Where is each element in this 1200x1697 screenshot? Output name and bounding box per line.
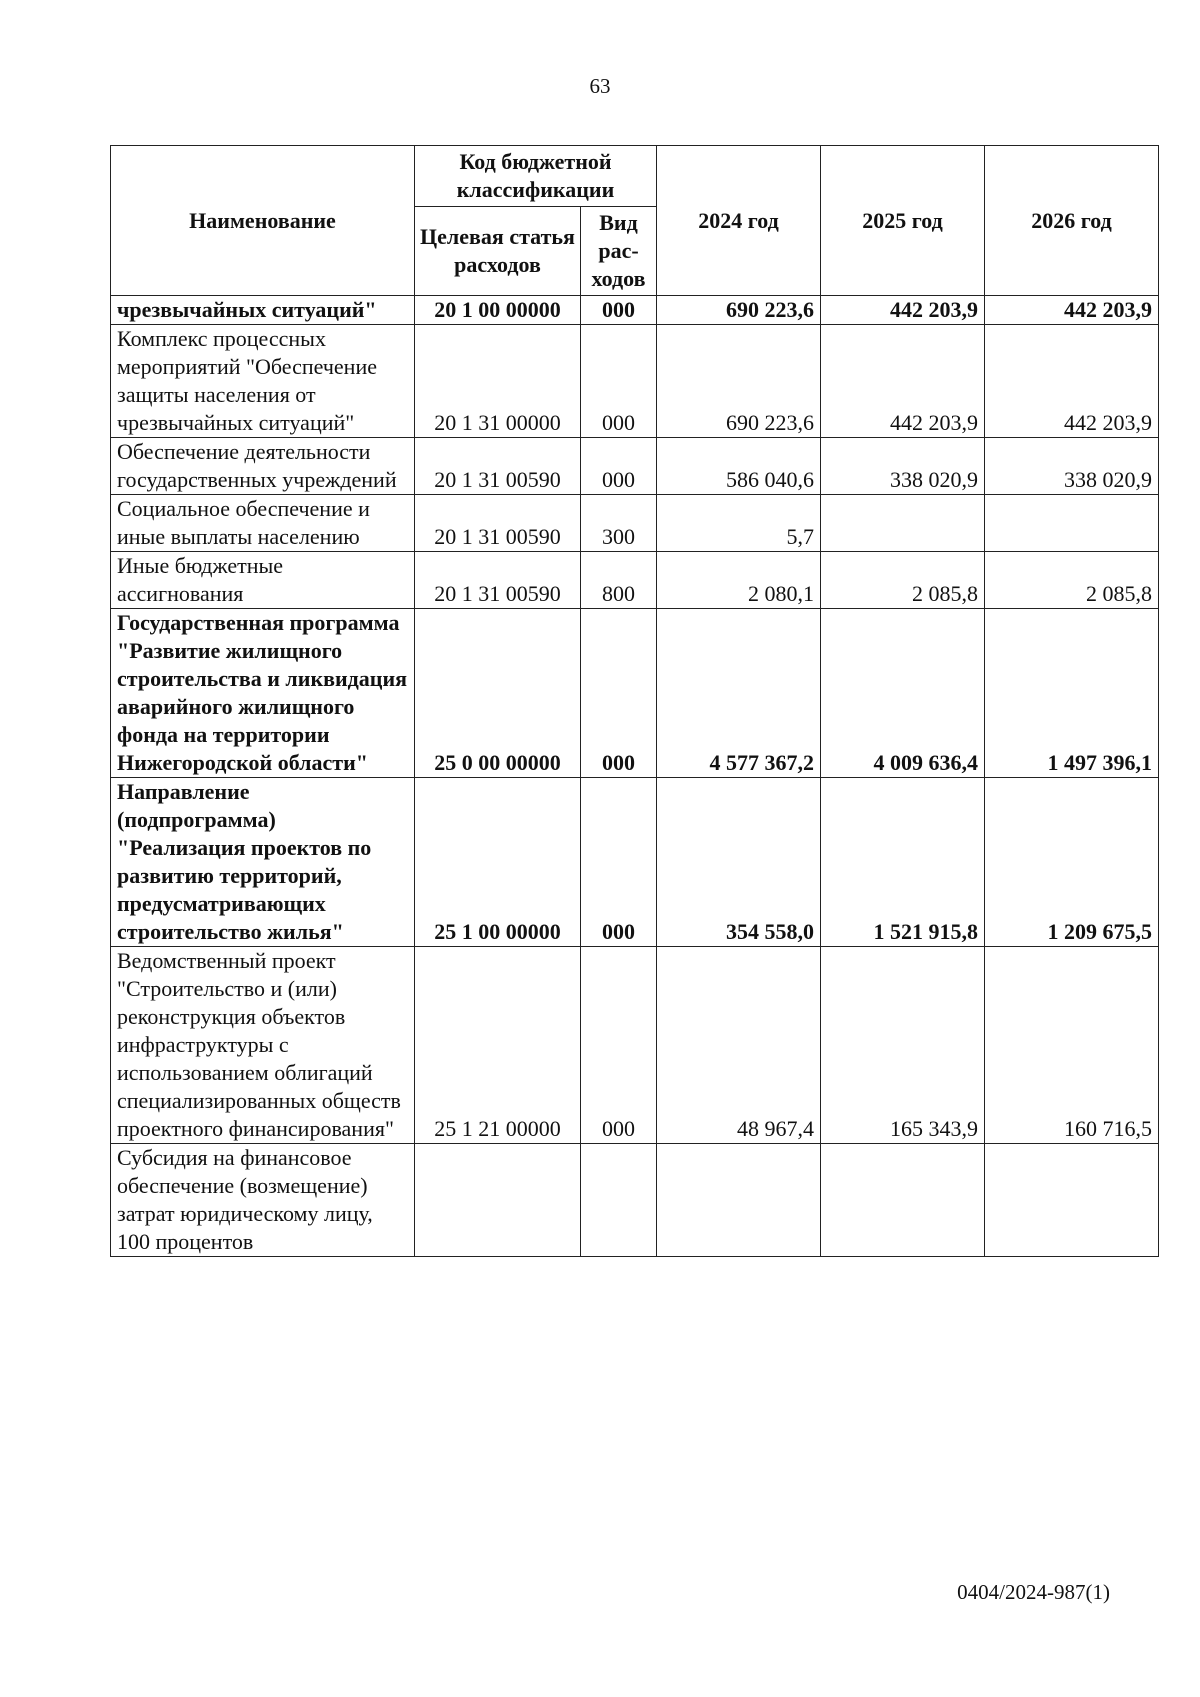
row-value-2025 [821, 495, 985, 552]
row-value-2026: 442 203,9 [985, 296, 1159, 325]
row-value-2025: 442 203,9 [821, 325, 985, 438]
row-value-2024: 5,7 [657, 495, 821, 552]
row-name: Иные бюджетные ассигнования [111, 552, 415, 609]
row-expense-kind: 000 [581, 947, 657, 1144]
row-target-article: 20 1 31 00000 [415, 325, 581, 438]
row-name: чрезвычайных ситуаций" [111, 296, 415, 325]
document-code: 0404/2024-987(1) [957, 1580, 1110, 1604]
row-value-2024: 2 080,1 [657, 552, 821, 609]
header-expense-kind: Вид рас-ходов [581, 207, 657, 296]
table-row [111, 947, 1159, 1144]
table-row [111, 552, 1159, 609]
table-row [111, 438, 1159, 495]
row-target-article: 20 1 31 00590 [415, 438, 581, 495]
row-target-article: 25 1 21 00000 [415, 947, 581, 1144]
row-value-2026 [985, 1144, 1159, 1257]
row-name: Направление (подпрограмма) "Реализация проектов по развитию территорий, предусматривающих строительство жилья" [111, 778, 415, 947]
row-target-article: 25 1 00 00000 [415, 778, 581, 947]
row-target-article: 20 1 00 00000 [415, 296, 581, 325]
table-body [111, 296, 1159, 1257]
row-name: Ведомственный проект "Строительство и (или) реконструкция объектов инфраструктуры с использованием облигаций специализированных обществ проектного финансирования" [111, 947, 415, 1144]
row-value-2024: 354 558,0 [657, 778, 821, 947]
row-value-2026: 160 716,5 [985, 947, 1159, 1144]
row-target-article: 25 0 00 00000 [415, 609, 581, 778]
row-value-2025: 442 203,9 [821, 296, 985, 325]
row-target-article [415, 1144, 581, 1257]
header-name: Наименование [111, 146, 415, 296]
table-header [111, 146, 1159, 296]
row-name: Субсидия на финансовое обеспечение (возмещение) затрат юридическому лицу, 100 процентов [111, 1144, 415, 1257]
row-target-article: 20 1 31 00590 [415, 495, 581, 552]
row-value-2025: 1 521 915,8 [821, 778, 985, 947]
row-expense-kind: 800 [581, 552, 657, 609]
header-2024: 2024 год [657, 146, 821, 296]
row-expense-kind: 000 [581, 609, 657, 778]
row-expense-kind: 000 [581, 325, 657, 438]
table-row [111, 495, 1159, 552]
table-row [111, 325, 1159, 438]
row-expense-kind: 000 [581, 296, 657, 325]
table-row [111, 296, 1159, 325]
row-value-2025: 165 343,9 [821, 947, 985, 1144]
header-2026: 2026 год [985, 146, 1159, 296]
row-value-2026: 442 203,9 [985, 325, 1159, 438]
table-row [111, 609, 1159, 778]
row-name: Государственная программа "Развитие жилищного строительства и ликвидация аварийного жилищного фонда на территории Нижегородской области" [111, 609, 415, 778]
row-value-2026: 2 085,8 [985, 552, 1159, 609]
row-expense-kind [581, 1144, 657, 1257]
row-expense-kind: 000 [581, 438, 657, 495]
row-target-article: 20 1 31 00590 [415, 552, 581, 609]
table-row [111, 778, 1159, 947]
row-value-2024: 586 040,6 [657, 438, 821, 495]
row-value-2025 [821, 1144, 985, 1257]
row-value-2025: 338 020,9 [821, 438, 985, 495]
header-code-group: Код бюджетной классификации [415, 146, 657, 207]
row-value-2024: 690 223,6 [657, 325, 821, 438]
row-value-2024 [657, 1144, 821, 1257]
budget-table [110, 145, 1159, 1257]
row-value-2024: 48 967,4 [657, 947, 821, 1144]
row-name: Комплекс процессных мероприятий "Обеспечение защиты населения от чрезвычайных ситуаций" [111, 325, 415, 438]
row-value-2024: 690 223,6 [657, 296, 821, 325]
row-value-2026: 338 020,9 [985, 438, 1159, 495]
row-expense-kind: 300 [581, 495, 657, 552]
row-value-2024: 4 577 367,2 [657, 609, 821, 778]
row-name: Обеспечение деятельности государственных учреждений [111, 438, 415, 495]
row-value-2025: 4 009 636,4 [821, 609, 985, 778]
row-value-2025: 2 085,8 [821, 552, 985, 609]
row-expense-kind: 000 [581, 778, 657, 947]
row-value-2026: 1 497 396,1 [985, 609, 1159, 778]
header-2025: 2025 год [821, 146, 985, 296]
header-target-article: Целевая статья расходов [415, 207, 581, 296]
page-number: 63 [589, 74, 611, 98]
row-name: Социальное обеспечение и иные выплаты населению [111, 495, 415, 552]
row-value-2026: 1 209 675,5 [985, 778, 1159, 947]
table-row [111, 1144, 1159, 1257]
row-value-2026 [985, 495, 1159, 552]
